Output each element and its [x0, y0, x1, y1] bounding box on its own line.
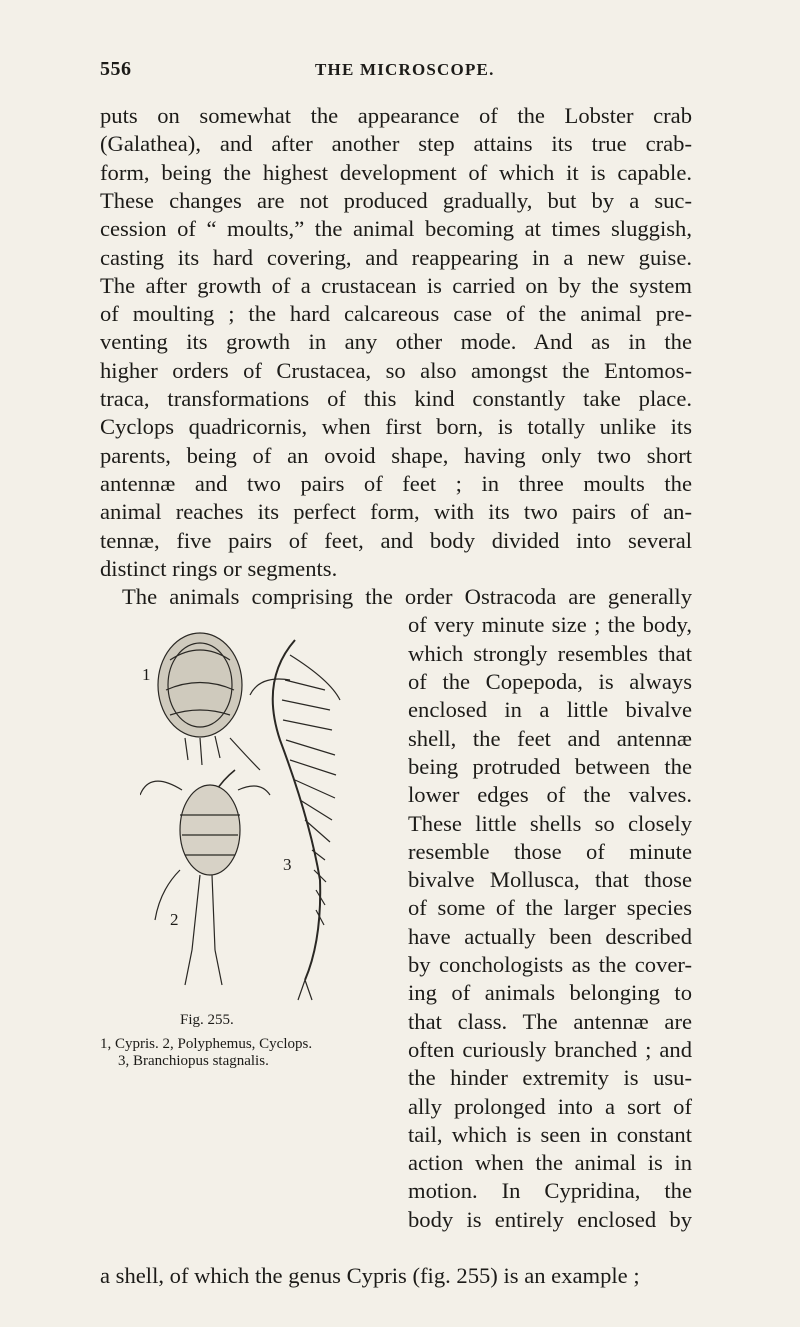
side-text-line: lower edges of the valves.	[408, 782, 692, 808]
text-line: venting its growth in any other mode. And as in the	[100, 329, 692, 355]
cypris-drawing	[158, 633, 260, 770]
text-line: These changes are not produced gradually, but by a suc-	[100, 187, 692, 213]
side-text-line: being protruded between the	[408, 753, 692, 779]
text-line: parents, being of an ovoid shape, having only two short	[100, 442, 692, 468]
cyclops-drawing	[140, 770, 270, 985]
side-text-line: body is entirely enclosed by	[408, 1206, 692, 1232]
side-text-line: ing of animals belonging to	[408, 980, 692, 1006]
text-line: tennæ, five pairs of feet, and body divided into several	[100, 527, 692, 553]
text-line: distinct rings or segments.	[100, 555, 338, 581]
side-text-line: often curiously branched ; and	[408, 1036, 692, 1062]
side-text-line: action when the animal is in	[408, 1150, 692, 1176]
figure-number-1: 1	[142, 665, 151, 684]
figure-caption-line-2: 3, Branchiopus stagnalis.	[118, 1053, 269, 1069]
text-line: animal reaches its perfect form, with its two pairs of an-	[100, 499, 692, 525]
text-line: antennæ and two pairs of feet ; in three moults the	[100, 470, 692, 496]
page-header	[100, 48, 700, 88]
figure-caption-line-1: 1, Cypris. 2, Polyphemus, Cyclops.	[100, 1036, 313, 1052]
side-text-line: resemble those of minute	[408, 838, 692, 864]
text-line: traca, transformations of this kind constantly take place.	[100, 386, 692, 411]
side-text-line: of very minute size ; the body,	[408, 612, 692, 638]
final-text-line: a shell, of which the genus Cypris (fig. 255) is an example ;	[100, 1263, 640, 1288]
side-text-line: by conchologists as the cover-	[408, 952, 692, 977]
figure-number-2: 2	[170, 910, 179, 929]
branchiopus-drawing	[250, 640, 340, 1000]
side-text-line: that class. The antennæ are	[408, 1008, 692, 1034]
side-text-line: These little shells so closely	[408, 810, 692, 836]
text-line: puts on somewhat the appearance of the Lobster crab	[100, 103, 692, 128]
side-text-line: shell, the feet and antennæ	[408, 725, 692, 751]
figure-number-3: 3	[283, 855, 292, 874]
side-text-line: ally prolonged into a sort of	[408, 1093, 692, 1119]
side-text-line: of the Copepoda, is always	[408, 669, 692, 694]
side-text-line: motion. In Cypridina, the	[408, 1178, 692, 1204]
text-line: The animals comprising the order Ostracoda are generally	[122, 584, 692, 610]
side-text-line: enclosed in a little bivalve	[408, 697, 692, 723]
crustacean-engraving	[140, 620, 402, 1010]
page-number: 556	[100, 58, 132, 80]
text-line: higher orders of Crustacea, so also amongst the Entomos-	[100, 357, 692, 383]
side-text-line: have actually been described	[408, 923, 692, 949]
text-line: (Galathea), and after another step attains its true crab-	[100, 131, 692, 157]
text-line: casting its hard covering, and reappearing in a new guise.	[100, 244, 692, 270]
text-line: form, being the highest development of which it is capable.	[100, 159, 692, 185]
side-text-line: the hinder extremity is usu-	[408, 1065, 692, 1091]
text-line: The after growth of a crustacean is carried on by the system	[100, 272, 692, 298]
text-line: of moulting ; the hard calcareous case of the animal pre-	[100, 301, 692, 327]
text-line: cession of “ moults,” the animal becoming at times sluggish,	[100, 216, 692, 242]
side-text-line: bivalve Mollusca, that those	[408, 867, 692, 893]
figure-255-illustration	[140, 620, 402, 1010]
side-text-line: which strongly resembles that	[408, 640, 692, 666]
side-text-line: of some of the larger species	[408, 895, 692, 921]
side-text-line: tail, which is seen in constant	[408, 1121, 692, 1147]
running-head: THE MICROSCOPE.	[315, 60, 495, 79]
figure-label: Fig. 255.	[180, 1012, 234, 1028]
text-line: Cyclops quadricornis, when first born, is totally unlike its	[100, 414, 692, 440]
